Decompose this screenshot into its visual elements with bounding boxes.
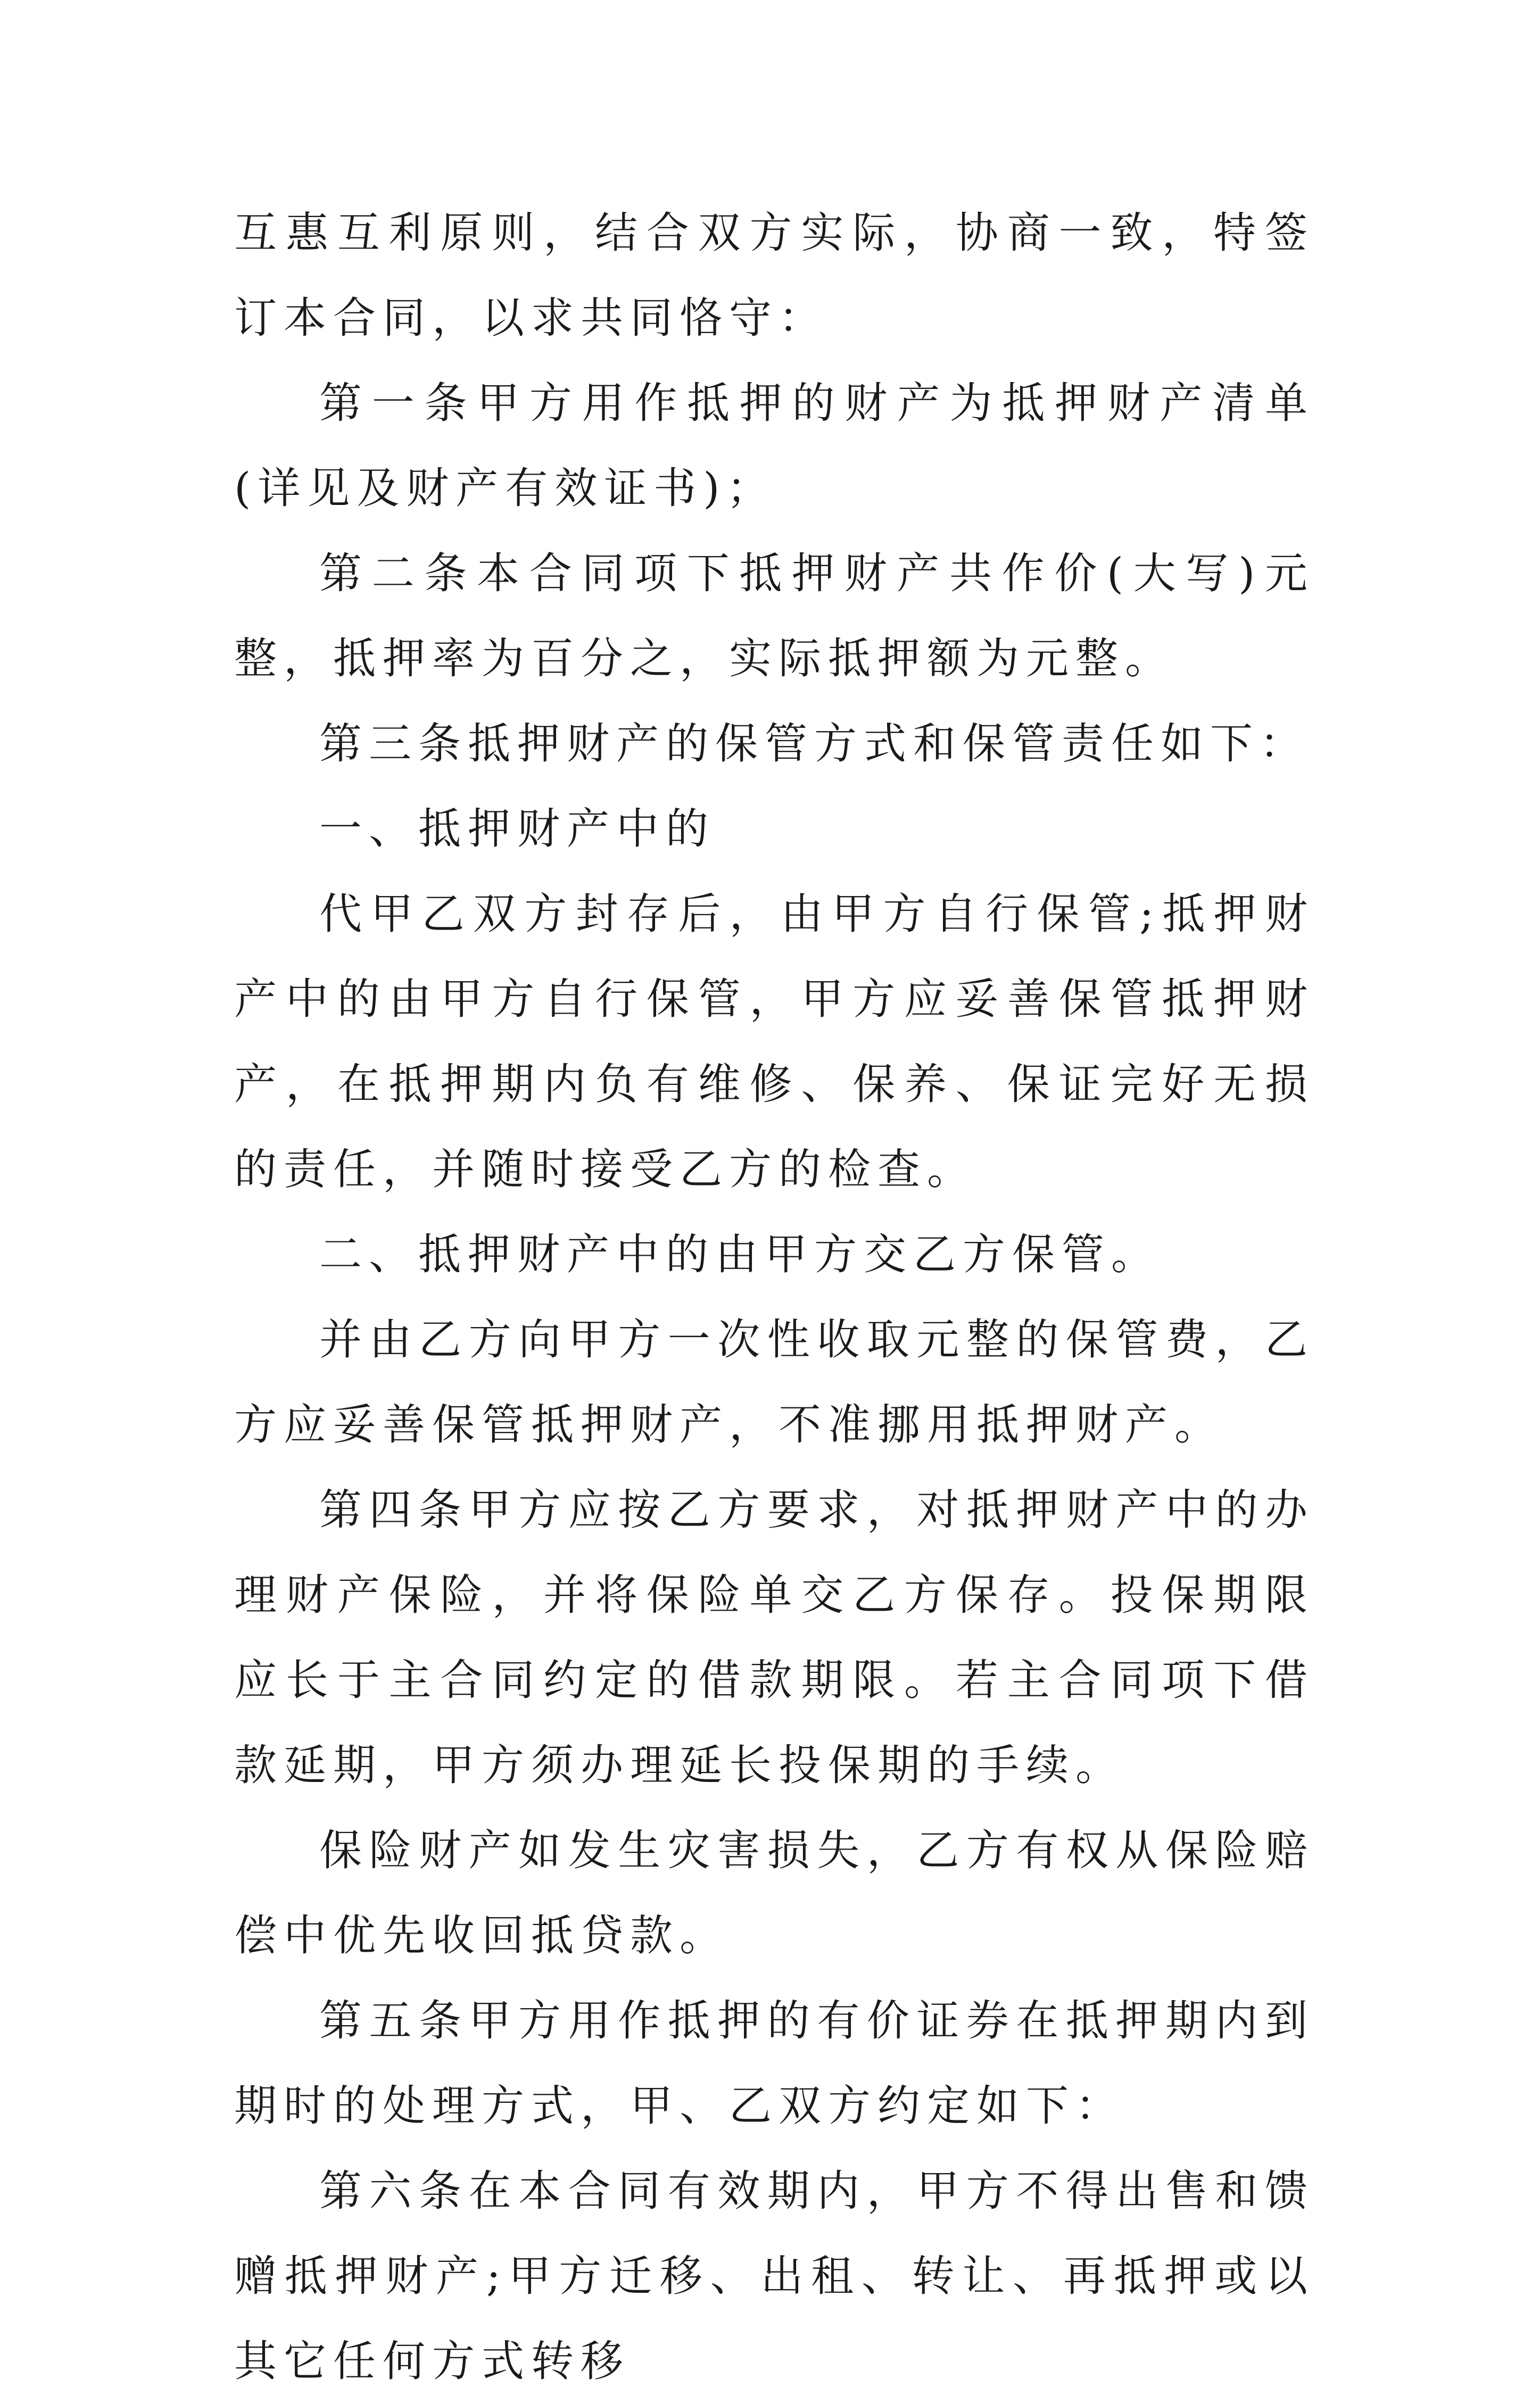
paragraph-article-1: 第一条甲方用作抵押的财产为抵押财产清单(详见及财产有效证书)； [234, 378, 1314, 513]
paragraph-article-3: 第三条抵押财产的保管方式和保管责任如下： [319, 719, 1309, 768]
paragraph-article-5: 第五条甲方用作抵押的有价证券在抵押期内到期时的处理方式，甲、乙双方约定如下： [234, 1996, 1314, 2131]
paragraph-article-3-item-1: 一、抵押财产中的 [319, 804, 715, 853]
paragraph-article-3-item-1-detail: 代甲乙双方封存后，由甲方自行保管;抵押财产中的由甲方自行保管，甲方应妥善保管抵押财产，在抵押期内负有维修、保养、保证完好无损的责任，并随时接受乙方的检查。 [234, 889, 1314, 1194]
paragraph-article-4-insurance: 保险财产如发生灾害损失，乙方有权从保险赔偿中优先收回抵贷款。 [234, 1826, 1314, 1960]
document-page [234, 190, 1314, 2404]
paragraph-article-4: 第四条甲方应按乙方要求，对抵押财产中的办理财产保险，并将保险单交乙方保存。投保期限应长于主合同约定的借款期限。若主合同项下借款延期，甲方须办理延长投保期的手续。 [234, 1485, 1314, 1790]
paragraph-article-3-item-2-detail: 并由乙方向甲方一次性收取元整的保管费，乙方应妥善保管抵押财产，不准挪用抵押财产。 [234, 1315, 1314, 1449]
paragraph-article-3-item-2: 二、抵押财产中的由甲方交乙方保管。 [319, 1230, 1161, 1279]
paragraph-intro: 互惠互利原则，结合双方实际，协商一致，特签订本合同，以求共同恪守： [234, 208, 1314, 343]
paragraph-article-6: 第六条在本合同有效期内，甲方不得出售和馈赠抵押财产;甲方迁移、出租、转让、再抵押或以其它任何方式转移 [234, 2166, 1314, 2386]
paragraph-article-2: 第二条本合同项下抵押财产共作价(大写)元整，抵押率为百分之，实际抵押额为元整。 [234, 549, 1314, 683]
